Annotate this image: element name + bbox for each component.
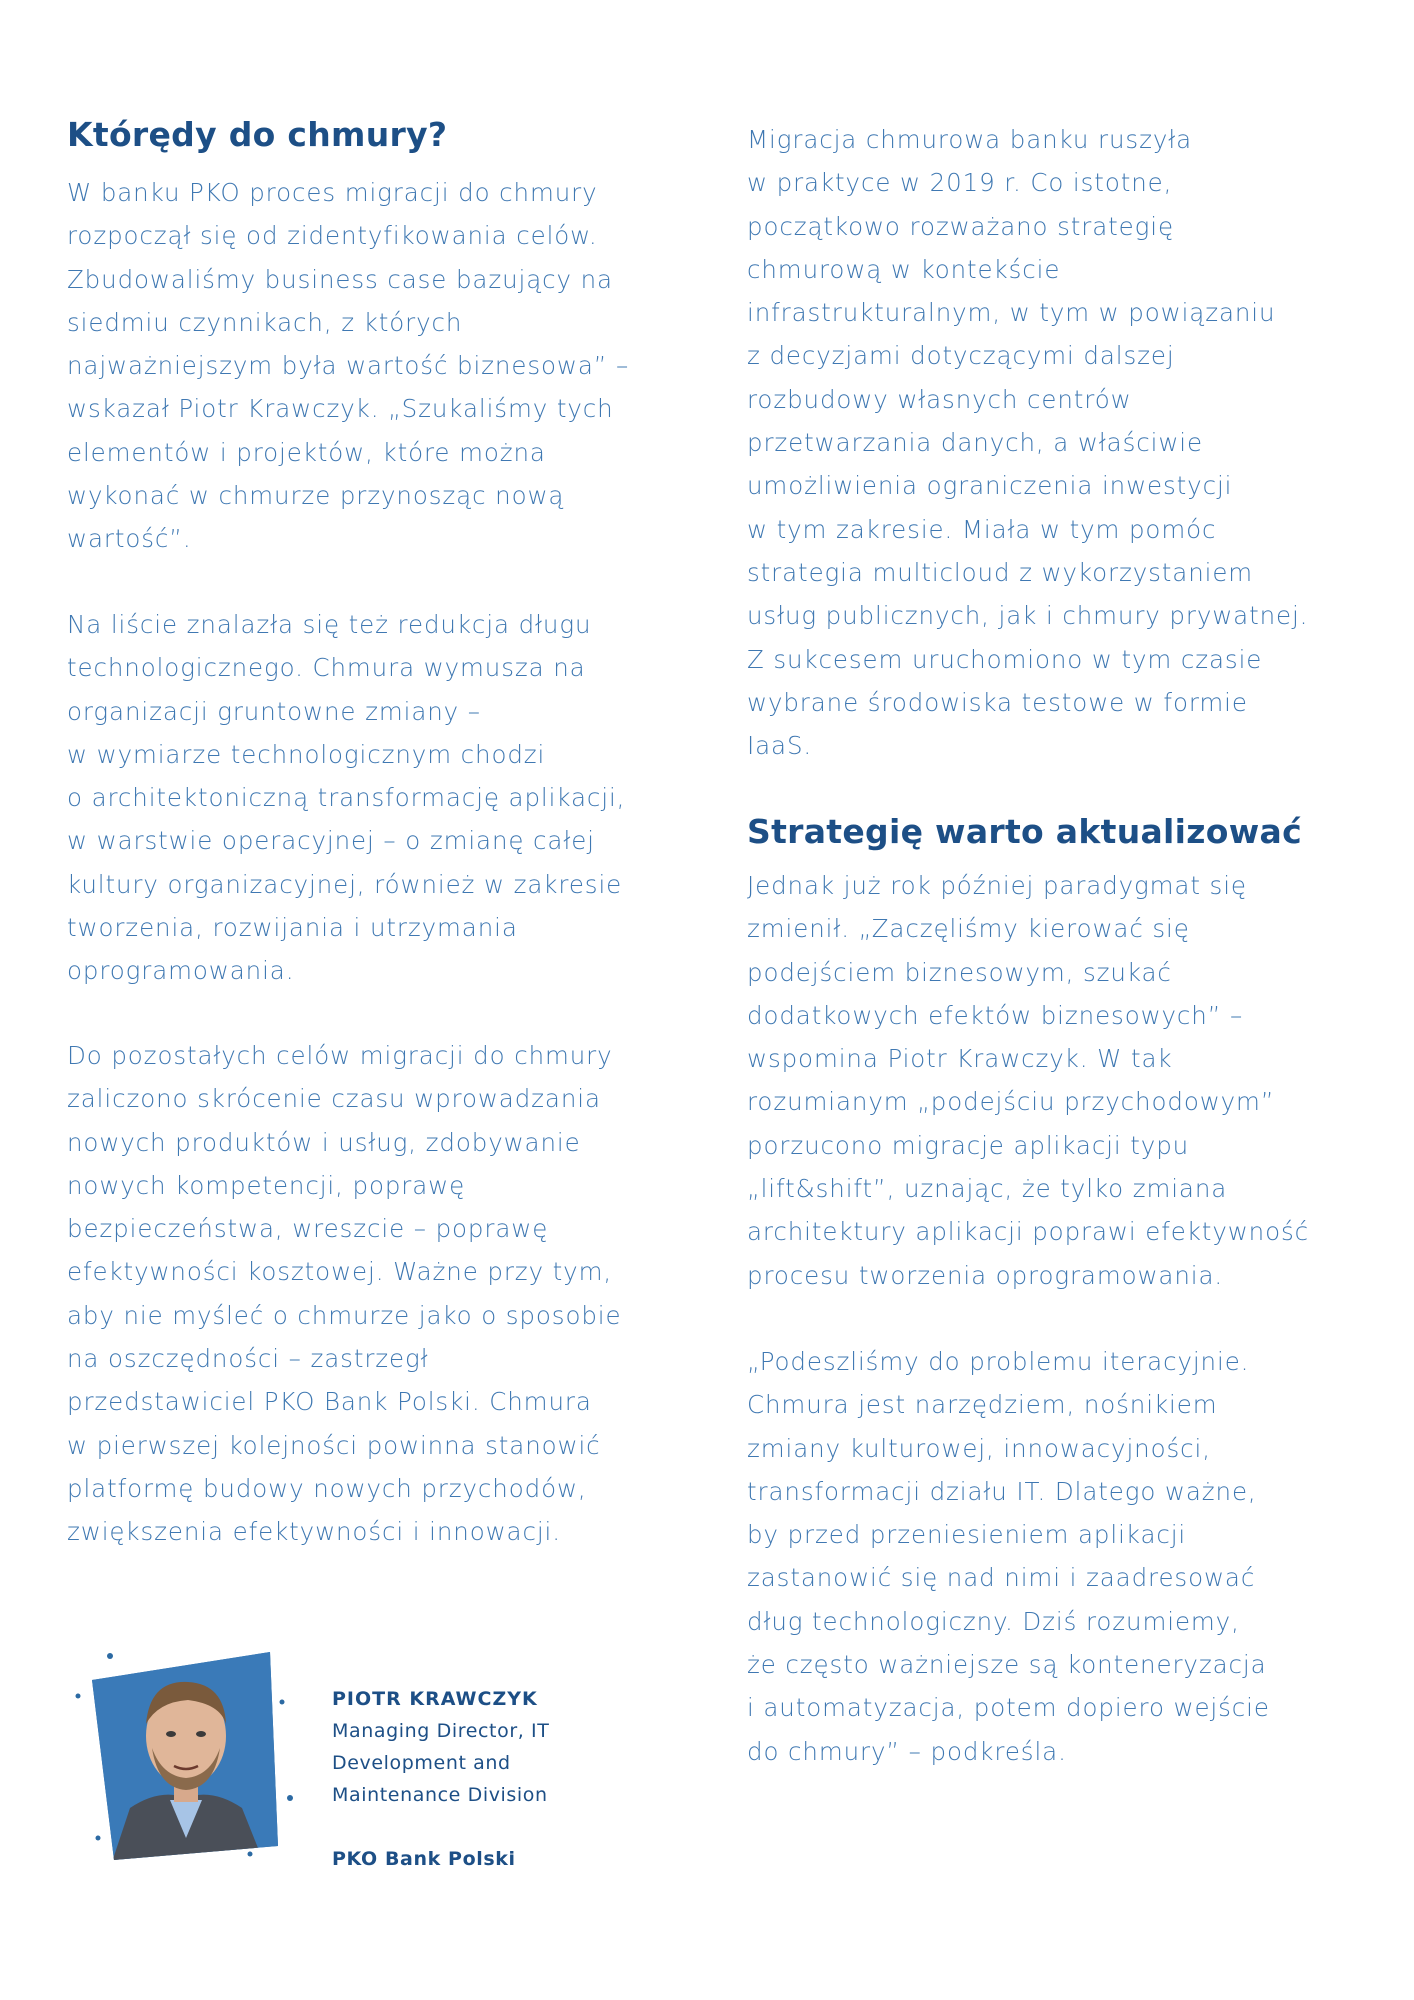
author-role-line: Development and bbox=[332, 1752, 511, 1774]
left-paragraph-2 bbox=[67, 603, 625, 993]
text-line: elementów i projektów, które można bbox=[67, 437, 546, 467]
text-line: i automatyzacja, potem dopiero wejście bbox=[747, 1693, 1270, 1723]
author-portrait bbox=[70, 1628, 302, 1868]
text-line: w wymiarze technologicznym chodzi bbox=[67, 739, 546, 769]
text-line: Na liście znalazła się też redukcja długu bbox=[67, 610, 592, 639]
author-name: PIOTR KRAWCZYK bbox=[332, 1688, 538, 1710]
text-line: infrastrukturalnym, w tym w powiązaniu bbox=[747, 298, 1276, 328]
left-paragraph-1 bbox=[67, 171, 629, 561]
text-line: „lift&shift”, uznając, że tylko zmiana bbox=[747, 1174, 1228, 1204]
text-line: aby nie myśleć o chmurze jako o sposobie bbox=[67, 1300, 622, 1330]
text-line: efektywności kosztowej. Ważne przy tym, bbox=[67, 1257, 613, 1287]
text-line: architektury aplikacji poprawi efektywność bbox=[747, 1217, 1310, 1247]
text-line: chmurową w kontekście bbox=[747, 254, 1061, 284]
text-line: początkowo rozważano strategię bbox=[747, 211, 1174, 241]
text-line: technologicznego. Chmura wymusza na bbox=[67, 653, 586, 683]
text-line: na oszczędności – zastrzegł bbox=[67, 1344, 429, 1374]
decor-dot bbox=[248, 1852, 253, 1857]
text-line: bezpieczeństwa, wreszcie – poprawę bbox=[67, 1214, 549, 1244]
text-line: Migracja chmurowa banku ruszyła bbox=[747, 125, 1193, 154]
text-line: przedstawiciel PKO Bank Polski. Chmura bbox=[67, 1387, 592, 1417]
text-line: o architektoniczną transformację aplikacji, bbox=[67, 783, 626, 813]
text-line: oprogramowania. bbox=[67, 956, 295, 986]
text-line: zaliczono skrócenie czasu wprowadzania bbox=[67, 1084, 601, 1114]
text-line: tworzenia, rozwijania i utrzymania bbox=[67, 913, 518, 943]
text-line: zmiany kulturowej, innowacyjności, bbox=[747, 1433, 1211, 1463]
text-line: rozpoczął się od zidentyfikowania celów. bbox=[67, 221, 598, 251]
text-line: procesu tworzenia oprogramowania. bbox=[747, 1260, 1224, 1290]
text-line: organizacji gruntowne zmiany – bbox=[67, 696, 481, 726]
text-line: wartość”. bbox=[67, 524, 192, 554]
text-line: usług publicznych, jak i chmury prywatnej. bbox=[747, 601, 1309, 631]
text-line: dług technologiczny. Dziś rozumiemy, bbox=[747, 1606, 1240, 1636]
text-line: Jednak już rok później paradygmat się bbox=[747, 871, 1247, 900]
decor-dot bbox=[96, 1836, 101, 1841]
text-line: w pierwszej kolejności powinna stanowić bbox=[67, 1430, 601, 1460]
text-line: wskazał Piotr Krawczyk. „Szukaliśmy tych bbox=[67, 394, 614, 424]
text-line: nowych kompetencji, poprawę bbox=[67, 1170, 466, 1200]
text-line: rozbudowy własnych centrów bbox=[747, 384, 1132, 414]
text-line: rozumianym „podejściu przychodowym” bbox=[747, 1087, 1275, 1117]
text-line: wybrane środowiska testowe w formie bbox=[747, 687, 1248, 717]
text-line: IaaS. bbox=[747, 731, 813, 761]
text-line: Zbudowaliśmy business case bazujący na bbox=[67, 264, 613, 294]
text-line: kultury organizacyjnej, również w zakresie bbox=[67, 869, 623, 899]
author-info bbox=[332, 1683, 632, 1875]
text-line: dodatkowych efektów biznesowych” – bbox=[747, 1000, 1244, 1030]
text-line: w praktyce w 2019 r. Co istotne, bbox=[747, 168, 1173, 198]
text-line: nowych produktów i usług, zdobywanie bbox=[67, 1127, 581, 1157]
decor-dot bbox=[76, 1694, 81, 1699]
text-line: w tym zakresie. Miała w tym pomóc bbox=[747, 514, 1217, 544]
text-line: siedmiu czynnikach, z których bbox=[67, 307, 463, 337]
decor-dot bbox=[107, 1653, 113, 1659]
author-role-line: Managing Director, IT bbox=[332, 1720, 550, 1742]
text-line: porzucono migracje aplikacji typu bbox=[747, 1130, 1190, 1160]
text-line: by przed przeniesieniem aplikacji bbox=[747, 1520, 1187, 1550]
text-line: podejściem biznesowym, szukać bbox=[747, 957, 1172, 987]
section-heading-strategie: Strategię warto aktualizować bbox=[747, 812, 1302, 851]
text-line: transformacji działu IT. Dlatego ważne, bbox=[747, 1476, 1257, 1506]
text-line: zwiększenia efektywności i innowacji. bbox=[67, 1517, 561, 1547]
text-line: zastanowić się nad nimi i zaadresować bbox=[747, 1563, 1256, 1593]
text-line: Z sukcesem uruchomiono w tym czasie bbox=[747, 644, 1263, 674]
right-paragraph-1 bbox=[747, 864, 1309, 1297]
decor-dot bbox=[280, 1700, 285, 1705]
text-line: W banku PKO proces migracji do chmury bbox=[67, 178, 598, 207]
text-line: w warstwie operacyjnej – o zmianę całej bbox=[67, 826, 595, 856]
text-line: przetwarzania danych, a właściwie bbox=[747, 428, 1203, 458]
text-line: wspomina Piotr Krawczyk. W tak bbox=[747, 1044, 1173, 1074]
right-paragraph-2 bbox=[747, 1340, 1270, 1773]
text-line: platformę budowy nowych przychodów, bbox=[67, 1473, 587, 1503]
text-line: umożliwienia ograniczenia inwestycji bbox=[747, 471, 1233, 501]
text-line: wykonać w chmurze przynosząc nową bbox=[67, 481, 565, 511]
text-line: do chmury” – podkreśla. bbox=[747, 1736, 1067, 1766]
left-paragraph-3 bbox=[67, 1034, 621, 1554]
text-line: najważniejszym była wartość biznesowa” – bbox=[67, 351, 630, 381]
text-line: Do pozostałych celów migracji do chmury bbox=[67, 1041, 613, 1070]
decor-dot bbox=[287, 1795, 293, 1801]
text-line: że często ważniejsze są konteneryzacja bbox=[747, 1650, 1267, 1680]
author-company: PKO Bank Polski bbox=[332, 1848, 516, 1870]
section-heading-ktoredy: Którędy do chmury? bbox=[67, 115, 448, 154]
text-line: „Podeszliśmy do problemu iteracyjnie. bbox=[747, 1347, 1250, 1376]
text-line: Chmura jest narzędziem, nośnikiem bbox=[747, 1390, 1218, 1420]
right-paragraph-intro bbox=[747, 118, 1308, 767]
text-line: z decyzjami dotyczącymi dalszej bbox=[747, 341, 1175, 371]
author-role-line: Maintenance Division bbox=[332, 1784, 548, 1806]
text-line: zmienił. „Zaczęliśmy kierować się bbox=[747, 914, 1190, 944]
text-line: strategia multicloud z wykorzystaniem bbox=[747, 557, 1254, 587]
